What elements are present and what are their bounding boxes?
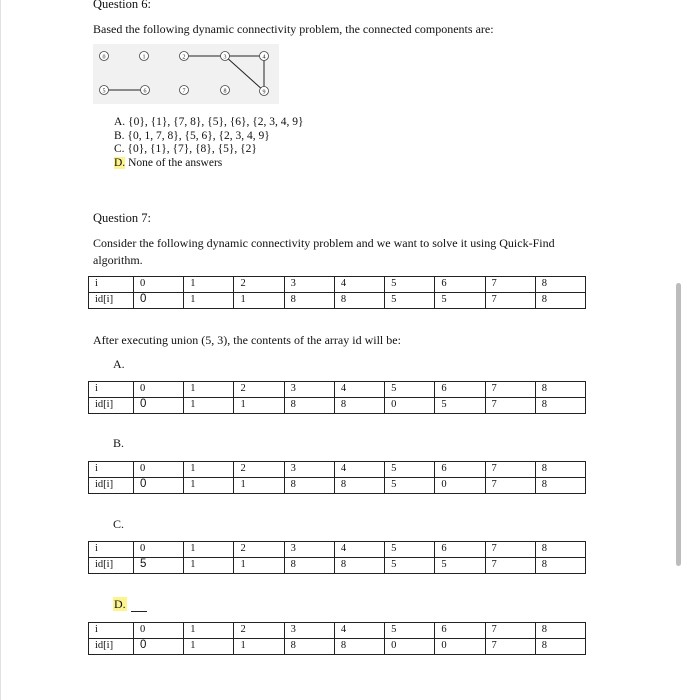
value-cell: 0 bbox=[385, 398, 435, 414]
value-cell: 8 bbox=[535, 558, 585, 574]
choice-d-letter: D. bbox=[114, 156, 126, 169]
node-label: 5 bbox=[102, 88, 106, 95]
option-b-label[interactable]: B. bbox=[113, 436, 125, 450]
row-label: id[i] bbox=[89, 398, 134, 414]
node-label: 4 bbox=[262, 54, 266, 61]
row-label: i bbox=[89, 277, 134, 293]
index-cell: 8 bbox=[535, 542, 585, 558]
index-cell: 1 bbox=[184, 623, 234, 639]
node-label: 2 bbox=[182, 54, 186, 61]
index-cell: 6 bbox=[435, 623, 485, 639]
value-cell: 8 bbox=[284, 639, 334, 655]
edge-3-9 bbox=[225, 56, 264, 91]
row-label: id[i] bbox=[89, 558, 134, 574]
value-cell: 0 bbox=[435, 639, 485, 655]
value-cell: 8 bbox=[334, 398, 384, 414]
value-cell: 7 bbox=[485, 639, 535, 655]
value-cell: 8 bbox=[535, 478, 585, 494]
value-cell: 0 bbox=[134, 478, 184, 494]
id-array-table-initial bbox=[88, 276, 586, 309]
option-d-label: D. bbox=[114, 597, 126, 611]
index-cell: 1 bbox=[184, 462, 234, 478]
node-label: 7 bbox=[182, 88, 186, 95]
value-cell: 1 bbox=[234, 558, 284, 574]
graph-node bbox=[140, 52, 149, 61]
question-6-heading: Question 6: bbox=[93, 0, 151, 11]
node-label: 9 bbox=[262, 89, 266, 96]
value-cell: 5 bbox=[435, 293, 485, 309]
value-cell: 1 bbox=[184, 293, 234, 309]
index-cell: 7 bbox=[485, 623, 535, 639]
index-cell: 2 bbox=[234, 277, 284, 293]
table-row-index bbox=[89, 623, 586, 639]
graph-node bbox=[180, 52, 189, 61]
index-cell: 7 bbox=[485, 277, 535, 293]
index-cell: 6 bbox=[435, 277, 485, 293]
question-6-choices bbox=[114, 116, 304, 170]
value-cell: 1 bbox=[234, 478, 284, 494]
table-row-index bbox=[89, 462, 586, 478]
node-label: 8 bbox=[223, 88, 227, 95]
index-cell: 0 bbox=[134, 542, 184, 558]
index-cell: 0 bbox=[134, 462, 184, 478]
node-label: 3 bbox=[223, 54, 227, 61]
value-cell: 8 bbox=[535, 398, 585, 414]
value-cell: 7 bbox=[485, 398, 535, 414]
choice-d[interactable] bbox=[114, 157, 304, 171]
index-cell: 3 bbox=[284, 462, 334, 478]
index-cell: 5 bbox=[385, 623, 435, 639]
choice-d-text: None of the answers bbox=[125, 156, 223, 169]
table-row-index bbox=[89, 382, 586, 398]
row-label: i bbox=[89, 542, 134, 558]
index-cell: 4 bbox=[334, 542, 384, 558]
index-cell: 0 bbox=[134, 277, 184, 293]
value-cell: 1 bbox=[184, 478, 234, 494]
choice-a[interactable]: A. {0}, {1}, {7, 8}, {5}, {6}, {2, 3, 4, 9} bbox=[114, 116, 304, 128]
table-row-values bbox=[89, 398, 586, 414]
index-cell: 5 bbox=[385, 462, 435, 478]
value-cell: 8 bbox=[284, 398, 334, 414]
option-a-table bbox=[88, 381, 586, 414]
option-c-label[interactable]: C. bbox=[113, 517, 125, 531]
index-cell: 2 bbox=[234, 382, 284, 398]
table-row-values bbox=[89, 639, 586, 655]
value-cell: 8 bbox=[334, 293, 384, 309]
index-cell: 7 bbox=[485, 382, 535, 398]
index-cell: 5 bbox=[385, 542, 435, 558]
row-label: id[i] bbox=[89, 293, 134, 309]
index-cell: 6 bbox=[435, 542, 485, 558]
index-cell: 0 bbox=[134, 382, 184, 398]
question-6-prompt: Based the following dynamic connectivity problem, the connected components are: bbox=[93, 22, 494, 36]
index-cell: 3 bbox=[284, 623, 334, 639]
index-cell: 4 bbox=[334, 623, 384, 639]
row-label: id[i] bbox=[89, 478, 134, 494]
value-cell: 8 bbox=[535, 639, 585, 655]
table-row-values bbox=[89, 478, 586, 494]
option-d-label-row[interactable] bbox=[113, 597, 147, 612]
index-cell: 8 bbox=[535, 382, 585, 398]
table-row-values bbox=[89, 293, 586, 309]
vertical-scrollbar-thumb[interactable] bbox=[676, 283, 681, 566]
node-label: 1 bbox=[142, 54, 146, 61]
choice-b[interactable]: B. {0, 1, 7, 8}, {5, 6}, {2, 3, 4, 9} bbox=[114, 129, 270, 142]
value-cell: 7 bbox=[485, 558, 535, 574]
value-cell: 1 bbox=[184, 639, 234, 655]
table-row-index bbox=[89, 542, 586, 558]
value-cell: 5 bbox=[134, 558, 184, 574]
graph-node bbox=[180, 86, 189, 95]
value-cell: 5 bbox=[385, 478, 435, 494]
value-cell: 8 bbox=[334, 639, 384, 655]
graph-svg bbox=[93, 44, 279, 104]
value-cell: 1 bbox=[234, 639, 284, 655]
index-cell: 7 bbox=[485, 462, 535, 478]
row-label: i bbox=[89, 623, 134, 639]
node-label: 0 bbox=[102, 54, 106, 61]
row-label: i bbox=[89, 462, 134, 478]
graph-node bbox=[100, 86, 109, 95]
index-cell: 3 bbox=[284, 277, 334, 293]
index-cell: 5 bbox=[385, 382, 435, 398]
value-cell: 1 bbox=[234, 398, 284, 414]
value-cell: 8 bbox=[284, 558, 334, 574]
value-cell: 0 bbox=[134, 639, 184, 655]
page-left-border bbox=[0, 0, 1, 700]
question-7-prompt: Consider the following dynamic connectivity problem and we want to solve it using Quick-Find algorithm. bbox=[93, 236, 555, 267]
graph-node bbox=[141, 86, 150, 95]
value-cell: 5 bbox=[385, 558, 435, 574]
value-cell: 5 bbox=[385, 293, 435, 309]
option-a-label[interactable]: A. bbox=[113, 357, 125, 371]
index-cell: 0 bbox=[134, 623, 184, 639]
option-d-table bbox=[88, 622, 586, 655]
index-cell: 8 bbox=[535, 623, 585, 639]
question-7-heading: Question 7: bbox=[93, 211, 151, 225]
index-cell: 8 bbox=[535, 277, 585, 293]
index-cell: 6 bbox=[435, 382, 485, 398]
value-cell: 7 bbox=[485, 478, 535, 494]
option-b-table bbox=[88, 461, 586, 494]
value-cell: 5 bbox=[435, 398, 485, 414]
value-cell: 7 bbox=[485, 293, 535, 309]
table-row-index bbox=[89, 277, 586, 293]
index-cell: 7 bbox=[485, 542, 535, 558]
graph-node bbox=[221, 86, 230, 95]
value-cell: 5 bbox=[435, 558, 485, 574]
index-cell: 2 bbox=[234, 623, 284, 639]
index-cell: 4 bbox=[334, 382, 384, 398]
row-label: i bbox=[89, 382, 134, 398]
graph-node bbox=[221, 52, 230, 61]
choice-c[interactable]: C. {0}, {1}, {7}, {8}, {5}, {2} bbox=[114, 143, 257, 155]
value-cell: 0 bbox=[134, 398, 184, 414]
index-cell: 6 bbox=[435, 462, 485, 478]
value-cell: 8 bbox=[334, 478, 384, 494]
index-cell: 8 bbox=[535, 462, 585, 478]
table-row-values bbox=[89, 558, 586, 574]
value-cell: 0 bbox=[385, 639, 435, 655]
index-cell: 1 bbox=[184, 542, 234, 558]
index-cell: 1 bbox=[184, 277, 234, 293]
value-cell: 8 bbox=[284, 478, 334, 494]
value-cell: 8 bbox=[284, 293, 334, 309]
node-label: 6 bbox=[143, 88, 147, 95]
index-cell: 3 bbox=[284, 542, 334, 558]
value-cell: 8 bbox=[535, 293, 585, 309]
graph-node bbox=[260, 52, 269, 61]
value-cell: 1 bbox=[234, 293, 284, 309]
option-c-table bbox=[88, 541, 586, 574]
value-cell: 0 bbox=[435, 478, 485, 494]
value-cell: 0 bbox=[134, 293, 184, 309]
union-instruction: After executing union (5, 3), the contents of the array id will be: bbox=[93, 333, 401, 347]
value-cell: 1 bbox=[184, 398, 234, 414]
index-cell: 2 bbox=[234, 542, 284, 558]
index-cell: 4 bbox=[334, 462, 384, 478]
connectivity-graph bbox=[93, 44, 279, 104]
value-cell: 8 bbox=[334, 558, 384, 574]
index-cell: 4 bbox=[334, 277, 384, 293]
index-cell: 3 bbox=[284, 382, 334, 398]
graph-node bbox=[100, 52, 109, 61]
value-cell: 1 bbox=[184, 558, 234, 574]
index-cell: 2 bbox=[234, 462, 284, 478]
answer-blank bbox=[131, 601, 147, 612]
graph-node bbox=[260, 87, 269, 96]
row-label: id[i] bbox=[89, 639, 134, 655]
index-cell: 1 bbox=[184, 382, 234, 398]
index-cell: 5 bbox=[385, 277, 435, 293]
